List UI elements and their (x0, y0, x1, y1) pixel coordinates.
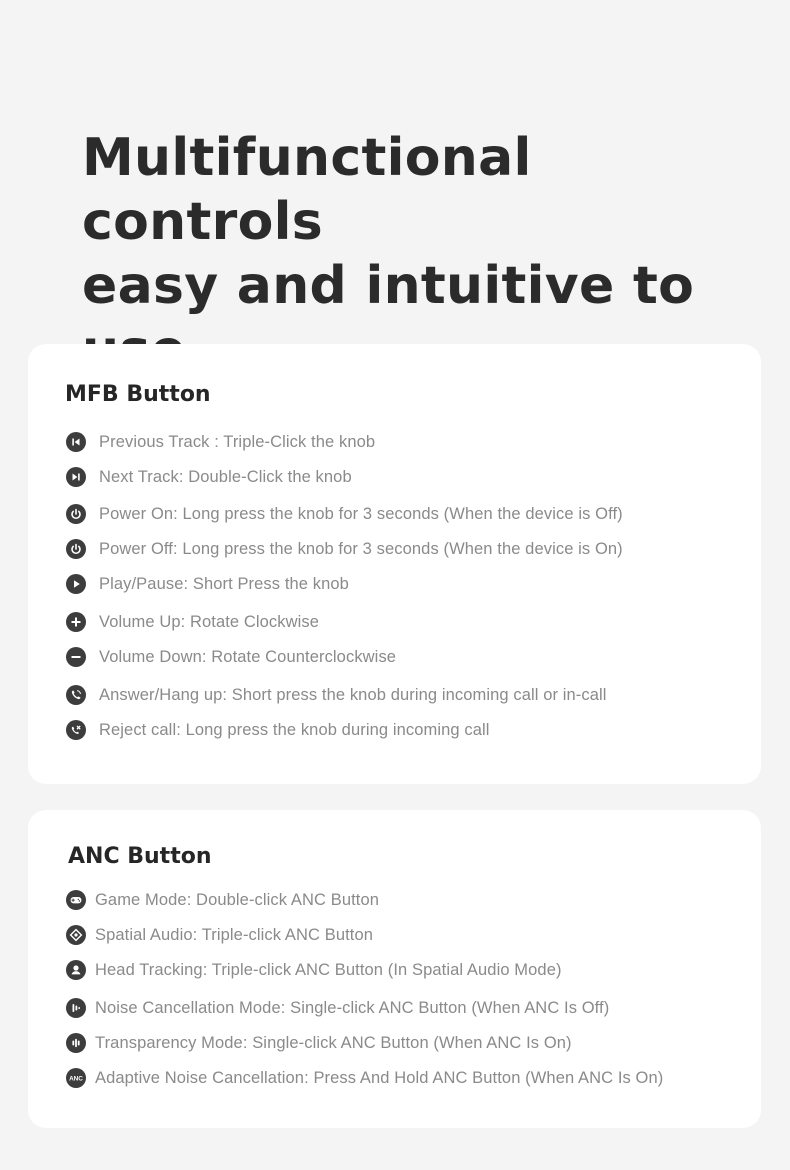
anc-card-title: ANC Button (68, 844, 212, 869)
list-item-label: Game Mode: Double-click ANC Button (95, 890, 380, 909)
list-item (66, 996, 609, 1020)
list-item-label: Transparency Mode: Single-click ANC Button (When ANC Is On) (95, 1033, 572, 1052)
list-item-label: Power On: Long press the knob for 3 seconds (When the device is Off) (99, 504, 623, 523)
transparency-icon (66, 1033, 86, 1053)
gamepad-icon (66, 890, 86, 910)
list-item-label: Power Off: Long press the knob for 3 seconds (When the device is On) (99, 539, 623, 558)
list-item (66, 718, 490, 742)
next-track-icon (66, 467, 86, 487)
list-item (66, 683, 607, 707)
list-item-label: Previous Track : Triple-Click the knob (99, 432, 376, 451)
list-item-label: Spatial Audio: Triple-click ANC Button (95, 925, 374, 944)
list-item (66, 572, 349, 596)
list-item-label: Noise Cancellation Mode: Single-click ANC Button (When ANC Is Off) (95, 998, 610, 1017)
list-item (66, 502, 623, 526)
headline-line-2: easy and intuitive to (82, 256, 695, 316)
noise-cancellation-icon (66, 998, 86, 1018)
list-item (66, 537, 623, 561)
list-item-label: Volume Up: Rotate Clockwise (99, 612, 320, 631)
headline-line-1: Multifunctional controls (82, 128, 532, 252)
list-item (66, 958, 562, 982)
list-item (66, 888, 379, 912)
mfb-card-title: MFB Button (65, 382, 211, 407)
phone-icon (66, 685, 86, 705)
mfb-button-card (28, 344, 761, 784)
list-item (66, 465, 352, 489)
power-icon (66, 539, 86, 559)
list-item (66, 1031, 572, 1055)
list-item-label: Answer/Hang up: Short press the knob during incoming call or in-call (99, 685, 607, 704)
list-item (66, 610, 319, 634)
list-item (66, 1066, 663, 1090)
list-item-label: Reject call: Long press the knob during incoming call (99, 720, 490, 739)
list-item-label: Adaptive Noise Cancellation: Press And Hold ANC Button (When ANC Is On) (95, 1068, 664, 1087)
minus-icon (66, 647, 86, 667)
anc-button-card (28, 810, 761, 1128)
power-icon (66, 504, 86, 524)
list-item-label: Next Track: Double-Click the knob (99, 467, 352, 486)
list-item-label: Play/Pause: Short Press the knob (99, 574, 349, 593)
list-item-label: Volume Down: Rotate Counterclockwise (99, 647, 397, 666)
spatial-audio-icon (66, 925, 86, 945)
reject-call-icon (66, 720, 86, 740)
anc-icon (66, 1068, 86, 1088)
person-icon (66, 960, 86, 980)
list-item (66, 430, 375, 454)
play-icon (66, 574, 86, 594)
list-item (66, 923, 373, 947)
list-item-label: Head Tracking: Triple-click ANC Button (In Spatial Audio Mode) (95, 960, 562, 979)
anc-icon-text: ANC (69, 1075, 83, 1083)
list-item (66, 645, 396, 669)
previous-track-icon (66, 432, 86, 452)
plus-icon (66, 612, 86, 632)
